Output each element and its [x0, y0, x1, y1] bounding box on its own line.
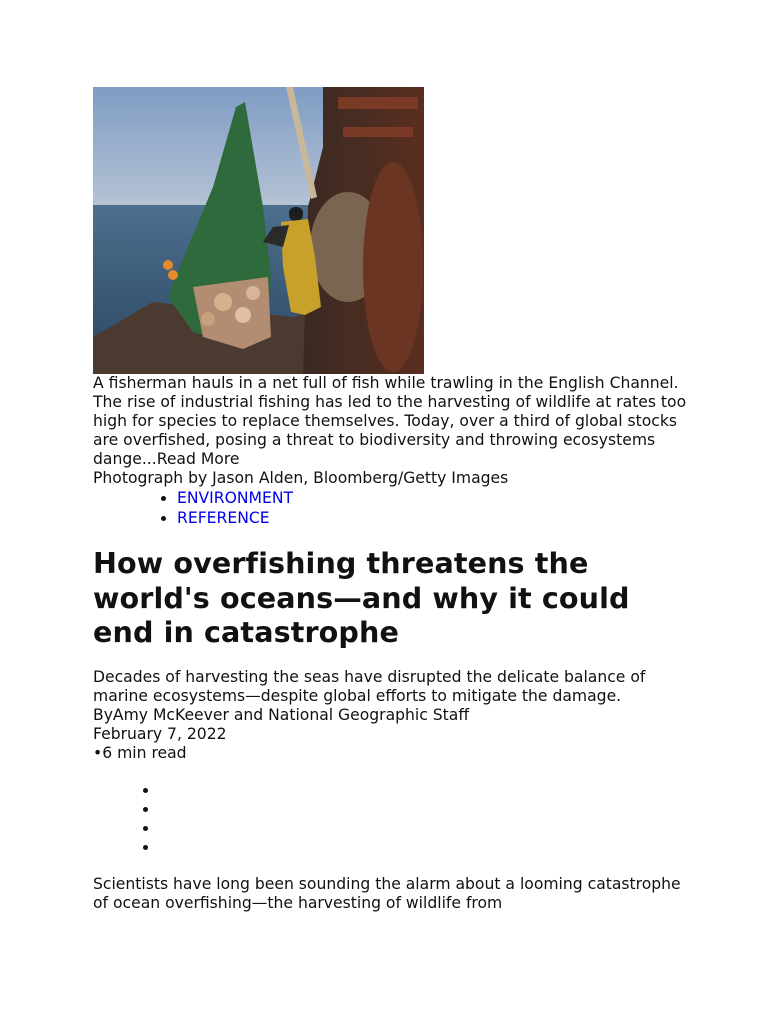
tag-list [93, 488, 693, 528]
photo-credit: Photograph by Jason Alden, Bloomberg/Getty Images [93, 469, 509, 487]
caption-text: A fisherman hauls in a net full of fish while trawling in the English Channel. The rise of industrial fishing has led to the harvesting of wildlife at rates too high for species to replace themselves. Today, over a third of global stocks are overfished, posing a threat to biodiversity and throwing ecosystems dange... [93, 374, 687, 468]
photo-fisherman-trawler-icon [93, 87, 424, 374]
article-dek: Decades of harvesting the seas have disrupted the delicate balance of marine ecosystems—despite global efforts to mitigate the damage. [93, 667, 646, 705]
photo-caption [93, 374, 693, 469]
read-more-link[interactable]: Read More [156, 450, 240, 468]
share-list [93, 781, 693, 857]
article-byline: ByAmy McKeever and National Geographic Staff [93, 705, 470, 724]
share-item[interactable] [159, 781, 693, 800]
tag-item [177, 488, 693, 508]
tag-reference-link[interactable]: REFERENCE [177, 509, 270, 527]
article-page [93, 87, 693, 913]
tag-item [177, 508, 693, 528]
article-headline: How overfishing threatens the world's oceans—and why it could end in catastrophe [93, 546, 630, 649]
share-item[interactable] [159, 800, 693, 819]
hero-photo [93, 87, 424, 374]
tag-environment-link[interactable]: ENVIRONMENT [177, 489, 294, 507]
share-item[interactable] [159, 838, 693, 857]
article-date: February 7, 2022 [93, 724, 227, 743]
article-body-paragraph: Scientists have long been sounding the alarm about a looming catastrophe of ocean overfishing—the harvesting of wildlife from [93, 874, 681, 912]
article-read-time: •6 min read [93, 743, 187, 762]
share-item[interactable] [159, 819, 693, 838]
